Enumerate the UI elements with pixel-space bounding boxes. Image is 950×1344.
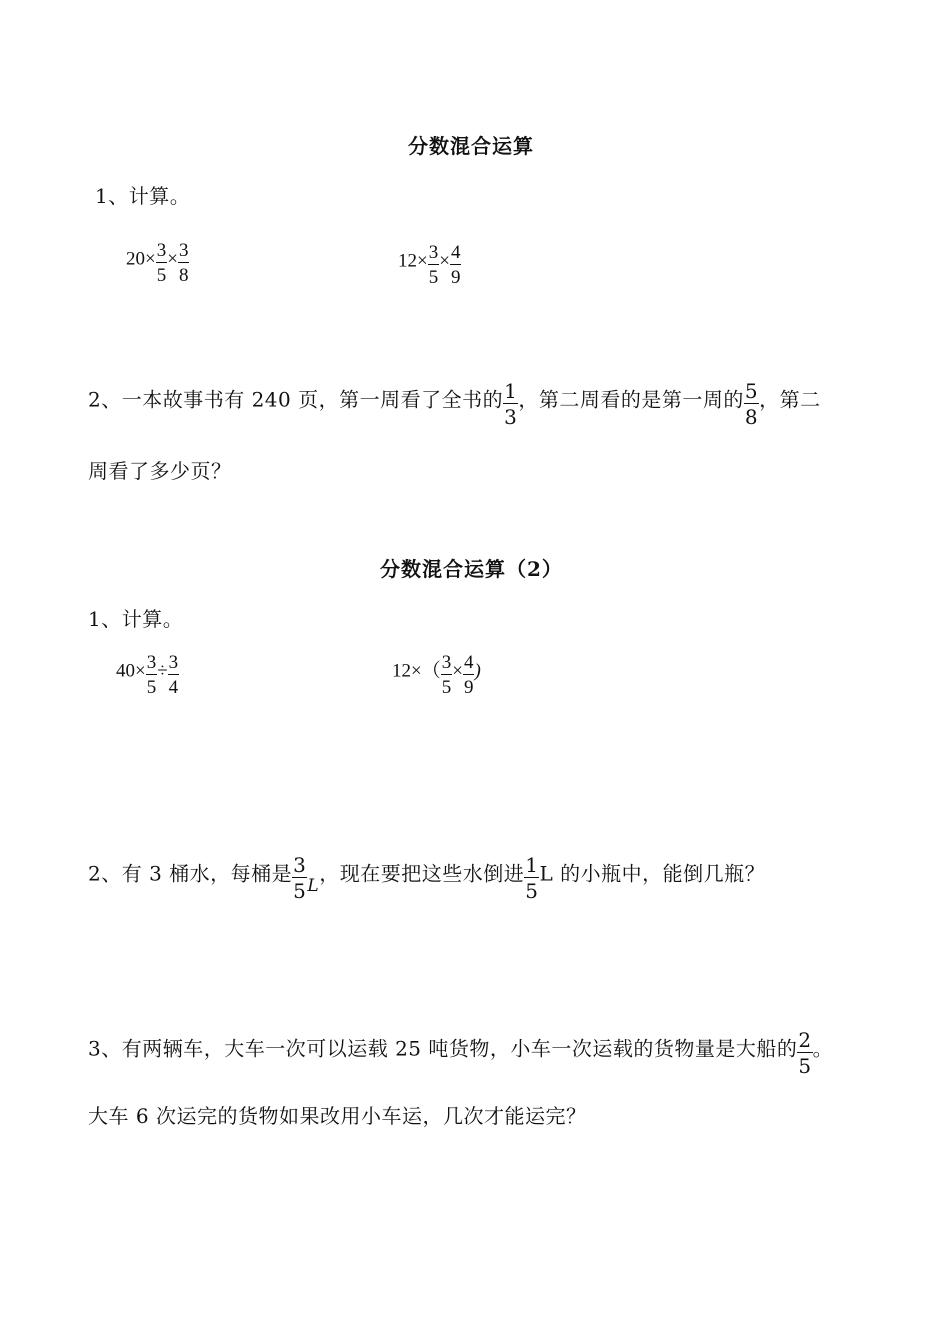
question-text: ，第二周看的是第一周的	[518, 387, 744, 412]
section2-q1-heading: 1、计算。	[88, 607, 184, 631]
numerator: 3	[428, 242, 439, 263]
denominator: 5	[798, 1054, 812, 1078]
fraction	[292, 855, 307, 901]
fraction	[503, 381, 518, 427]
question-text: 。	[812, 1036, 834, 1061]
question-text: ，现在要把这些水倒进	[319, 861, 525, 886]
fraction-bar	[292, 877, 307, 878]
section1-expression-a	[126, 238, 189, 286]
fraction	[463, 653, 475, 697]
fraction-bar	[168, 674, 180, 675]
denominator: 4	[168, 677, 179, 698]
denominator: 5	[428, 267, 439, 288]
operator: ×	[411, 660, 422, 682]
denominator: 5	[293, 879, 307, 903]
denominator: 5	[525, 879, 539, 903]
fraction-bar	[146, 674, 158, 675]
question-text: 3、有两辆车，大车一次可以运载 25 吨货物，小车一次运载的货物量是大船的	[88, 1036, 798, 1061]
numerator: 1	[525, 853, 539, 877]
fraction-bar	[450, 264, 462, 265]
open-paren: （	[421, 660, 441, 682]
fraction	[156, 241, 168, 285]
numerator: 1	[504, 379, 518, 403]
denominator: 8	[178, 265, 189, 286]
unit-label: L	[307, 875, 320, 896]
fraction	[146, 653, 158, 697]
question-text: ，第二	[759, 387, 821, 412]
fraction	[797, 1030, 812, 1076]
denominator: 3	[504, 405, 518, 429]
section1-q1-heading: 1、计算。	[95, 184, 191, 208]
denominator: 9	[463, 677, 474, 698]
fraction	[524, 855, 539, 901]
numerator: 3	[168, 652, 179, 673]
numerator: 3	[178, 240, 189, 261]
section2-title: 分数混合运算（2）	[380, 557, 563, 581]
numerator: 4	[463, 652, 474, 673]
fraction-bar	[797, 1052, 812, 1053]
fraction	[428, 243, 440, 287]
whole-number: 20	[126, 248, 145, 270]
section2-q2	[88, 852, 766, 903]
denominator: 5	[146, 677, 157, 698]
fraction-bar	[178, 262, 190, 263]
section1-expression-b	[398, 240, 461, 288]
fraction-bar	[524, 877, 539, 878]
whole-number: 12	[392, 660, 411, 682]
operator: ×	[167, 248, 178, 270]
fraction	[450, 243, 462, 287]
operator: ÷	[157, 660, 168, 682]
numerator: 3	[293, 853, 307, 877]
operator: ×	[439, 250, 450, 272]
fraction	[744, 381, 759, 427]
operator: ×	[145, 248, 156, 270]
section2-q3-line1	[88, 1027, 834, 1078]
numerator: 4	[450, 242, 461, 263]
section1-q2-line2: 周看了多少页？	[88, 459, 232, 483]
fraction	[178, 241, 190, 285]
numerator: 3	[441, 652, 452, 673]
fraction	[168, 653, 180, 697]
section2-expression-a	[116, 650, 179, 698]
section2-expression-b	[392, 650, 481, 698]
question-text: 2、有 3 桶水，每桶是	[88, 861, 293, 886]
question-text: 2、一本故事书有 240 页，第一周看了全书的	[88, 387, 504, 412]
numerator: 3	[146, 652, 157, 673]
section1-title: 分数混合运算	[408, 134, 534, 158]
section1-q2-line1	[88, 378, 821, 429]
fraction-bar	[441, 674, 453, 675]
fraction-bar	[503, 403, 518, 404]
close-paren: )	[474, 660, 481, 682]
numerator: 3	[156, 240, 167, 261]
numerator: 2	[798, 1028, 812, 1052]
denominator: 5	[156, 265, 167, 286]
numerator: 5	[744, 379, 759, 403]
whole-number: 40	[116, 660, 135, 682]
whole-number: 12	[398, 250, 417, 272]
operator: ×	[417, 250, 428, 272]
section2-q3-line2: 大车 6 次运完的货物如果改用小车运，几次才能运完？	[88, 1104, 587, 1128]
fraction-bar	[463, 674, 475, 675]
denominator: 5	[441, 677, 452, 698]
fraction-bar	[156, 262, 168, 263]
operator: ×	[452, 660, 463, 682]
denominator: 8	[744, 405, 759, 429]
fraction-bar	[744, 403, 759, 404]
fraction-bar	[428, 264, 440, 265]
denominator: 9	[450, 267, 461, 288]
question-text: L 的小瓶中，能倒几瓶？	[539, 861, 766, 886]
operator: ×	[135, 660, 146, 682]
fraction	[441, 653, 453, 697]
